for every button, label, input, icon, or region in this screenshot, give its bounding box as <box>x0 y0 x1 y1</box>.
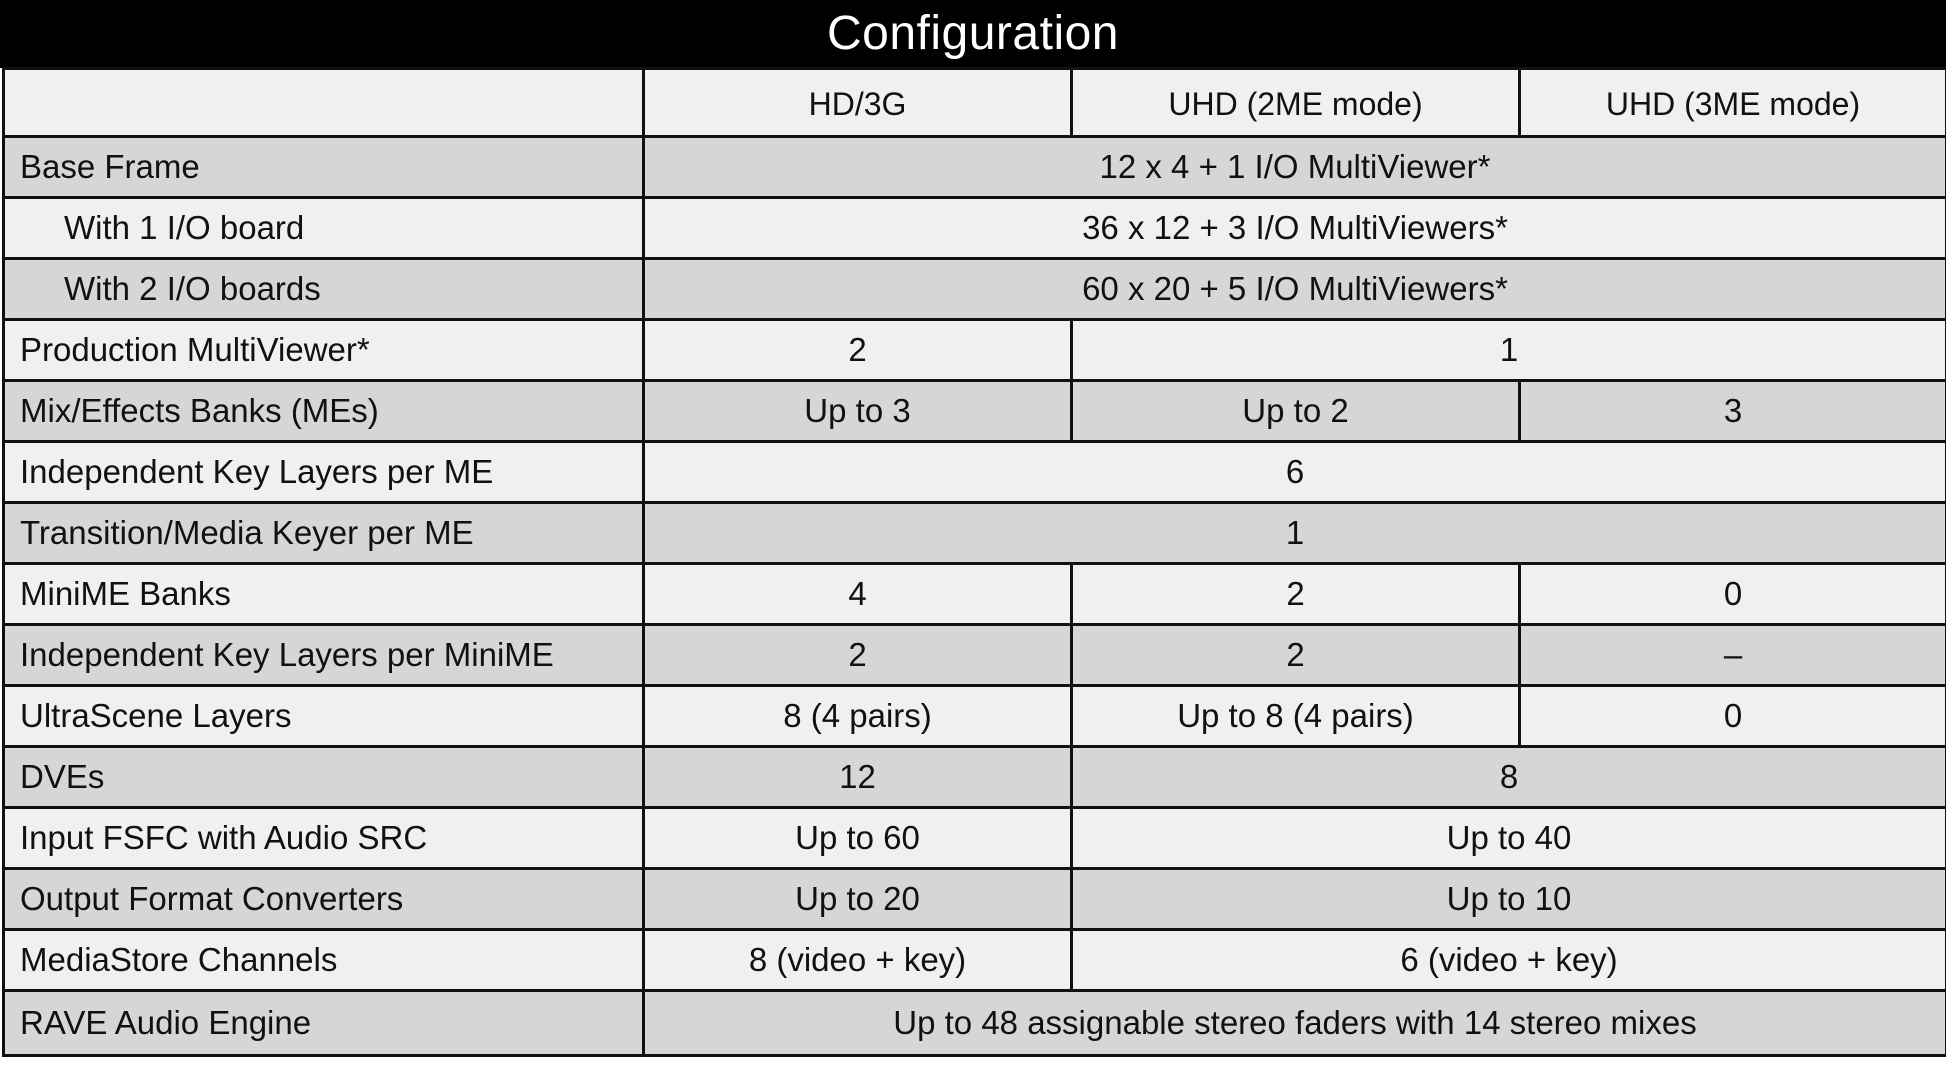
table-row <box>4 686 1946 747</box>
table-row <box>4 808 1946 869</box>
row-label: With 2 I/O boards <box>4 259 644 320</box>
table-row <box>4 381 1946 442</box>
cell-hd-3g: 12 <box>644 747 1072 808</box>
cell-hd-3g: Up to 60 <box>644 808 1072 869</box>
row-label: Input FSFC with Audio SRC <box>4 808 644 869</box>
row-label: RAVE Audio Engine <box>4 991 644 1056</box>
cell-uhd-3me: 0 <box>1520 686 1946 747</box>
table-row <box>4 747 1946 808</box>
row-label: Transition/Media Keyer per ME <box>4 503 644 564</box>
row-label: Mix/Effects Banks (MEs) <box>4 381 644 442</box>
header-uhd-2me: UHD (2ME mode) <box>1072 69 1520 137</box>
row-label: DVEs <box>4 747 644 808</box>
cell-uhd-3me: 0 <box>1520 564 1946 625</box>
table-row <box>4 869 1946 930</box>
table-row <box>4 198 1946 259</box>
row-value: 36 x 12 + 3 I/O MultiViewers* <box>644 198 1946 259</box>
cell-uhd-2me: 2 <box>1072 625 1520 686</box>
table-row <box>4 259 1946 320</box>
cell-hd-3g: 4 <box>644 564 1072 625</box>
cell-uhd-3me: – <box>1520 625 1946 686</box>
row-value: 6 <box>644 442 1946 503</box>
header-hd-3g: HD/3G <box>644 69 1072 137</box>
cell-hd-3g: 2 <box>644 625 1072 686</box>
row-label: Independent Key Layers per ME <box>4 442 644 503</box>
table-row <box>4 320 1946 381</box>
cell-uhd: 6 (video + key) <box>1072 930 1946 991</box>
cell-uhd: 1 <box>1072 320 1946 381</box>
row-label: UltraScene Layers <box>4 686 644 747</box>
cell-hd-3g: 2 <box>644 320 1072 381</box>
row-label: Independent Key Layers per MiniME <box>4 625 644 686</box>
cell-hd-3g: Up to 20 <box>644 869 1072 930</box>
row-label: MediaStore Channels <box>4 930 644 991</box>
cell-uhd-2me: Up to 2 <box>1072 381 1520 442</box>
row-label: Production MultiViewer* <box>4 320 644 381</box>
table-row <box>4 137 1946 198</box>
row-value: Up to 48 assignable stereo faders with 14 stereo mixes <box>644 991 1946 1056</box>
cell-hd-3g: Up to 3 <box>644 381 1072 442</box>
table-row <box>4 442 1946 503</box>
table-row <box>4 991 1946 1056</box>
cell-uhd-2me: Up to 8 (4 pairs) <box>1072 686 1520 747</box>
cell-hd-3g: 8 (video + key) <box>644 930 1072 991</box>
row-value: 60 x 20 + 5 I/O MultiViewers* <box>644 259 1946 320</box>
row-label: MiniME Banks <box>4 564 644 625</box>
table-row <box>4 503 1946 564</box>
configuration-table <box>2 67 1946 1057</box>
cell-uhd: 8 <box>1072 747 1946 808</box>
row-label: Base Frame <box>4 137 644 198</box>
cell-uhd: Up to 40 <box>1072 808 1946 869</box>
table-row <box>4 625 1946 686</box>
cell-uhd-2me: 2 <box>1072 564 1520 625</box>
header-feature <box>4 69 644 137</box>
table-row <box>4 930 1946 991</box>
header-uhd-3me: UHD (3ME mode) <box>1520 69 1946 137</box>
table-title: Configuration <box>0 0 1946 68</box>
row-label: With 1 I/O board <box>4 198 644 259</box>
cell-hd-3g: 8 (4 pairs) <box>644 686 1072 747</box>
row-label: Output Format Converters <box>4 869 644 930</box>
table-row <box>4 564 1946 625</box>
row-value: 1 <box>644 503 1946 564</box>
header-row <box>4 69 1946 137</box>
cell-uhd: Up to 10 <box>1072 869 1946 930</box>
row-value: 12 x 4 + 1 I/O MultiViewer* <box>644 137 1946 198</box>
cell-uhd-3me: 3 <box>1520 381 1946 442</box>
